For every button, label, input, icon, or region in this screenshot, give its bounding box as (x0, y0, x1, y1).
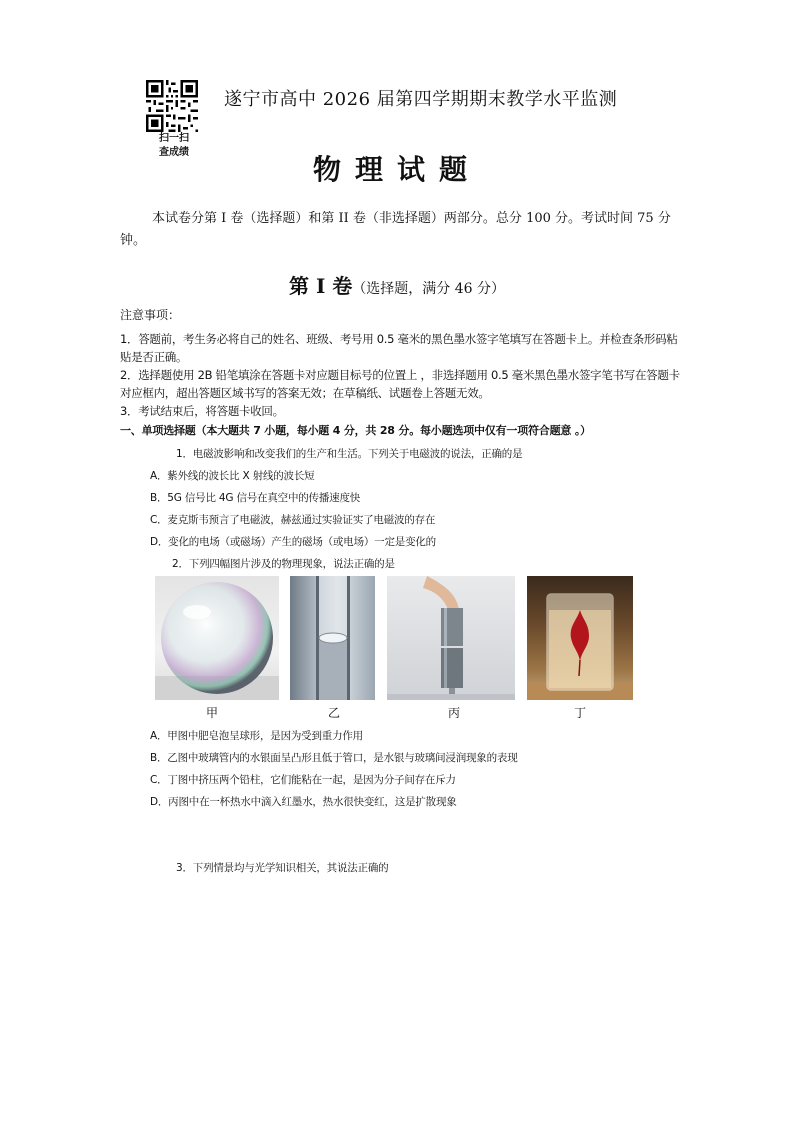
part-title-main: 第 I 卷 (289, 274, 353, 298)
question-2-option-a: A．甲图中肥皂泡呈球形，是因为受到重力作用 (150, 730, 363, 742)
photo-caption-jia: 甲 (205, 706, 218, 720)
lead-cylinders-photo (387, 576, 515, 700)
part-title-sub: （选择题，满分 46 分） (352, 281, 505, 297)
section-heading: 一、单项选择题（本大题共 7 小题，每小题 4 分，共 28 分。每小题选项中仅有一项符合题意 。） (120, 424, 591, 437)
intro-paragraph: 本试卷分第 I 卷（选择题）和第 II 卷（非选择题）两部分。总分 100 分。考试时间 75 分钟。 (120, 211, 671, 248)
question-1-option-c: C．麦克斯韦预言了电磁波，赫兹通过实验证实了电磁波的存在 (150, 514, 436, 526)
question-1-option-d: D．变化的电场（或磁场）产生的磁场（或电场）一定是变化的 (150, 536, 436, 548)
qr-caption-line1: 扫一扫 (159, 133, 189, 144)
part-title (0, 270, 794, 299)
soap-bubble-photo (155, 576, 279, 700)
note-item: 2．选择题使用 2B 铅笔填涂在答题卡对应题目标号的位置上 ，非选择题用 0.5 毫米黑色墨水签字笔书写在答题卡对应框内，超出答题区域书写的答案无效；在草稿纸、试题卷上答题无效。 (120, 368, 680, 400)
question-1-option-a: A．紫外线的波长比 X 射线的波长短 (150, 470, 315, 482)
photo-caption-ding: 丁 (573, 706, 586, 720)
subject-title: 物理试题 (312, 153, 481, 186)
note-item: 1．答题前，考生务必将自己的姓名、班级、考号用 0.5 毫米的黑色墨水签字笔填写在答题卡上。并检查条形码粘贴是否正确。 (120, 332, 678, 364)
mercury-tube-photo (290, 576, 375, 700)
question-2-option-d: D．丙图中在一杯热水中滴入红墨水，热水很快变红，这是扩散现象 (150, 796, 457, 808)
question-2-option-b: B．乙图中玻璃管内的水银面呈凸形且低于管口，是水银与玻璃间浸润现象的表现 (150, 752, 518, 764)
question-1-option-b: B．5G 信号比 4G 信号在真空中的传播速度快 (150, 492, 361, 504)
red-ink-water-photo (527, 576, 633, 700)
photo-caption-bing: 丙 (447, 706, 460, 720)
question-2-stem: 2．下列四幅图片涉及的物理现象，说法正确的是 (172, 558, 395, 570)
note-item: 3．考试结束后，将答题卡收回。 (120, 404, 284, 418)
exam-title: 遂宁市高中 2026 届第四学期期末教学水平监测 (224, 89, 618, 110)
question-1-stem: 1．电磁波影响和改变我们的生产和生活。下列关于电磁波的说法，正确的是 (176, 448, 523, 460)
notes-heading: 注意事项： (120, 308, 181, 322)
qr-code-icon (146, 80, 198, 132)
qr-caption-line2: 查成绩 (159, 147, 189, 158)
question-3-stem: 3．下列情景均与光学知识相关，其说法正确的 (176, 862, 389, 874)
question-2-option-c: C．丁图中挤压两个铅柱，它们能粘在一起，是因为分子间存在斥力 (150, 774, 456, 786)
photo-caption-yi: 乙 (327, 706, 340, 720)
